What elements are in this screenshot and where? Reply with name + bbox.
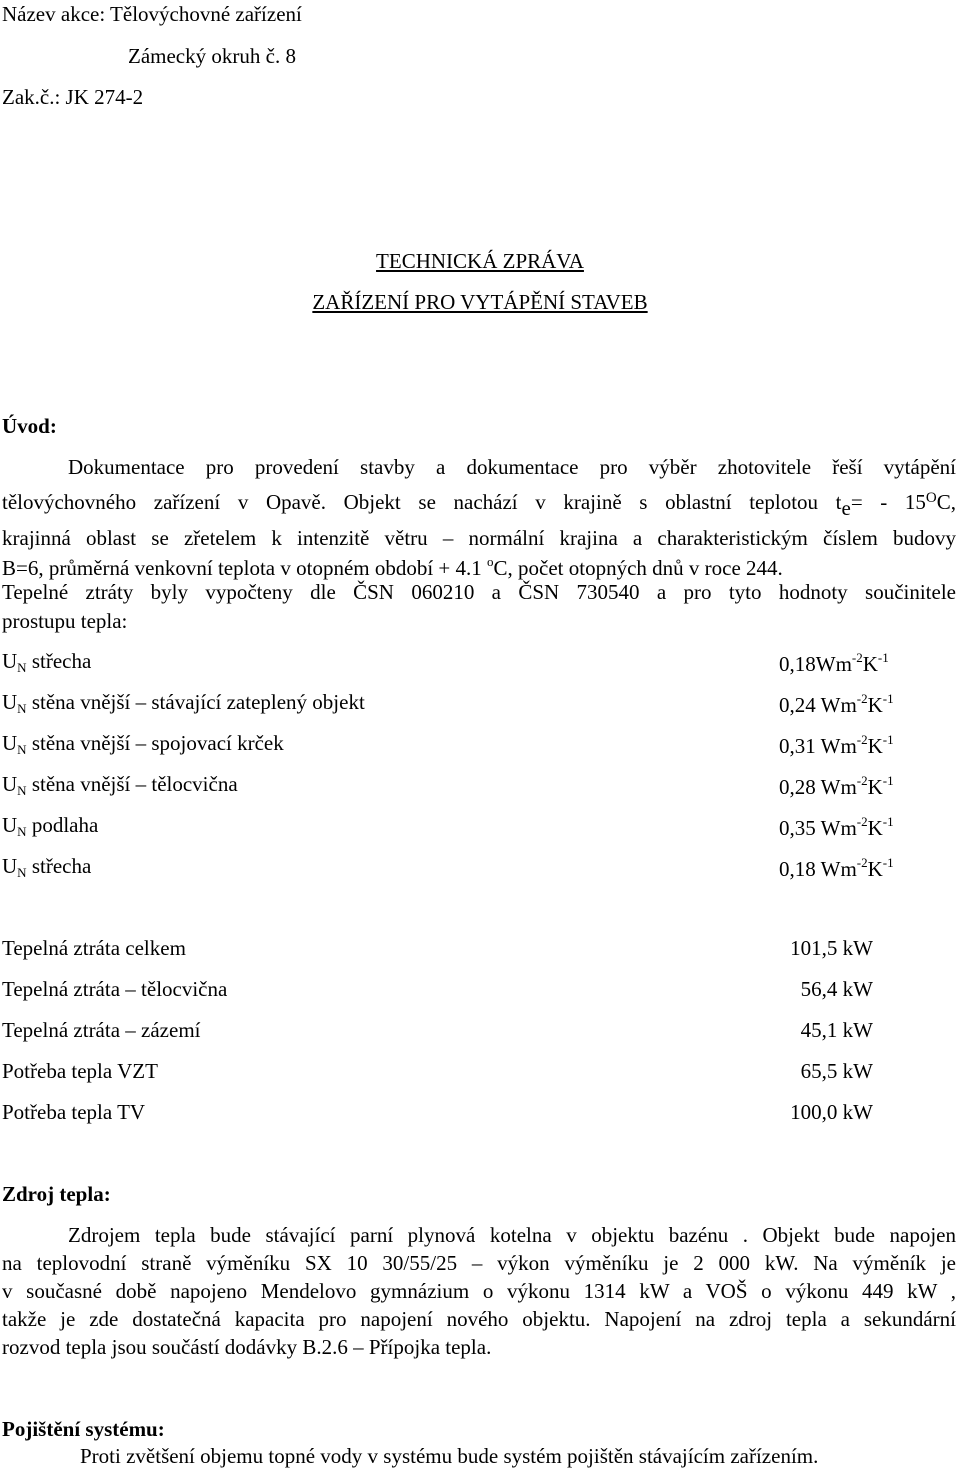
source-line-5: rozvod tepla jsou součástí dodávky B.2.6 – Přípojka tepla. [2, 1335, 492, 1359]
intro-heading: Úvod: [2, 414, 57, 438]
intro-line-5: Tepelné ztráty byly vypočteny dle ČSN 060210 a ČSN 730540 a pro tyto hodnoty součinitele [2, 580, 956, 604]
intro-line-1: Dokumentace pro provedení stavby a dokumentace pro výběr zhotovitele řeší vytápění [68, 455, 956, 479]
title-line-1: TECHNICKÁ ZPRÁVA [376, 249, 584, 273]
source-line-3: v současné době napojeno Mendelovo gymnázium o výkonu 1314 kW a VOŠ o výkonu 449 kW , [2, 1279, 956, 1303]
u-value-label: $U_N$ podlaha [2, 813, 99, 839]
u-value-label: $U_N$ střecha [2, 854, 92, 880]
u-value: 0,31 $Wm^{-2}K^{-1}$ [779, 732, 894, 758]
heat-value: 45,1 kW [800, 1018, 873, 1042]
source-heading: Zdroj tepla: [2, 1182, 111, 1206]
location: Zámecký okruh č. 8 [128, 44, 296, 68]
intro-line-3: krajinná oblast se zřetelem k intenzitě větru – normální krajina a charakteristickým číslem budovy [2, 526, 956, 550]
intro-line-4: B=6, průměrná venkovní teplota v otopném období + 4.1 $^o$C, počet otopných dnů v roce 244. [2, 554, 783, 580]
source-line-2: na teplovodní straně výměníku SX 10 30/55/25 – výkon výměníku je 2 000 kW. Na výměník je [2, 1251, 956, 1275]
u-value-label: $U_N$ stěna vnější – tělocvična [2, 772, 238, 798]
insurance-heading: Pojištění systému: [2, 1417, 165, 1441]
heat-value: 65,5 kW [800, 1059, 873, 1083]
heat-label: Tepelná ztráta – tělocvična [2, 977, 228, 1001]
heat-value: 101,5 kW [790, 936, 873, 960]
intro-line-2: tělovýchovného zařízení v Opavě. Objekt se nachází v krajině s oblastní teplotou $te= - 15^OC$, [2, 490, 956, 520]
u-value: 0,18 $Wm^{-2}K^{-1}$ [779, 855, 894, 881]
heat-label: Tepelná ztráta celkem [2, 936, 186, 960]
u-value-label: $U_N$ stěna vnější – spojovací krček [2, 731, 284, 757]
title-line-2: ZAŘÍZENÍ PRO VYTÁPĚNÍ STAVEB [312, 290, 648, 314]
u-value: 0,24 $Wm^{-2}K^{-1}$ [779, 691, 894, 717]
source-line-4: takže je zde dostatečná kapacita pro napojení nového objektu. Napojení na zdroj tepla a sekundární [2, 1307, 956, 1331]
u-value-label: $U_N$ střecha [2, 649, 92, 675]
u-value: 0,28 $Wm^{-2}K^{-1}$ [779, 773, 894, 799]
intro-line-6: prostupu tepla: [2, 609, 128, 633]
u-value: 0,35 $Wm^{-2}K^{-1}$ [779, 814, 894, 840]
heat-label: Potřeba tepla TV [2, 1100, 146, 1124]
u-value: $0,18Wm^{-2}K^{-1}$ [779, 650, 889, 676]
heat-label: Tepelná ztráta – zázemí [2, 1018, 201, 1042]
u-value-label: $U_N$ stěna vnější – stávající zateplený objekt [2, 690, 365, 716]
heat-value: 56,4 kW [800, 977, 873, 1001]
heat-value: 100,0 kW [790, 1100, 873, 1124]
insurance-line-1: Proti zvětšení objemu topné vody v systému bude systém pojištěn stávajícím zařízením. [80, 1444, 819, 1468]
heat-label: Potřeba tepla VZT [2, 1059, 158, 1083]
source-line-1: Zdrojem tepla bude stávající parní plynová kotelna v objektu bazénu . Objekt bude napojen [68, 1223, 956, 1247]
order-number: Zak.č.: JK 274-2 [2, 85, 144, 109]
action-name: Název akce: Tělovýchovné zařízení [2, 2, 302, 26]
